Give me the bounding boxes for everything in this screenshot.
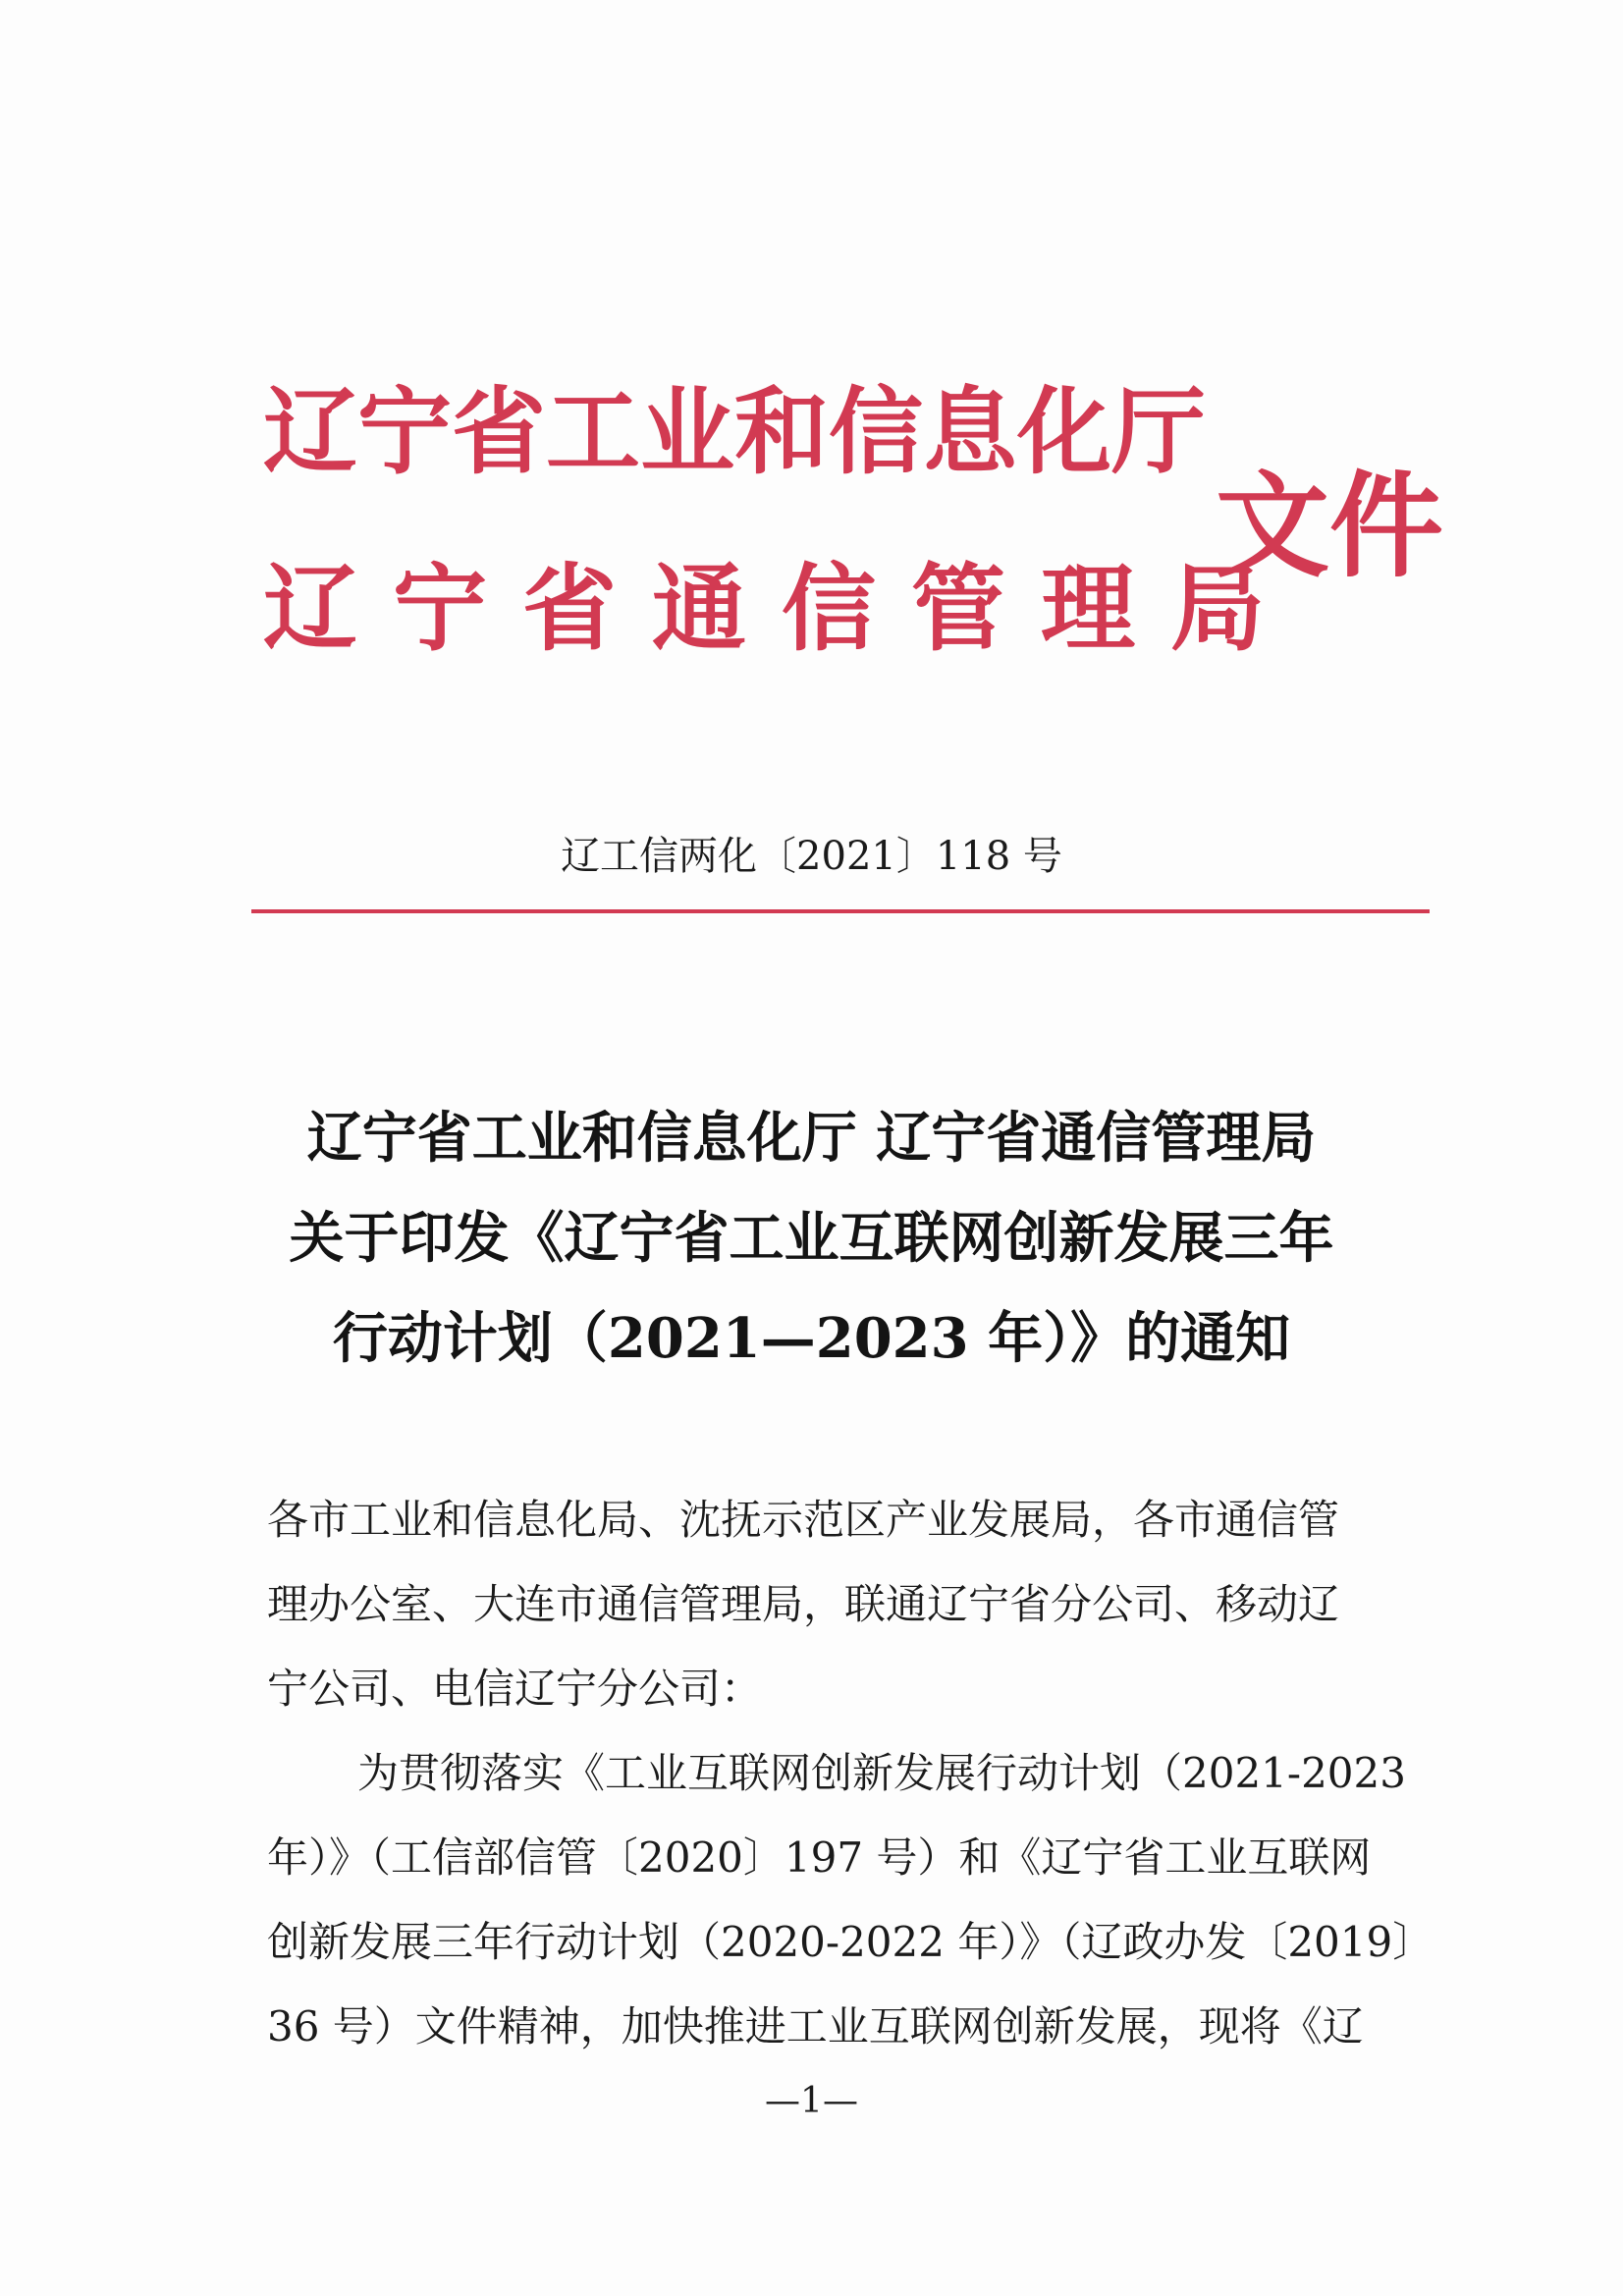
page-number: —1— xyxy=(765,2081,858,2121)
recipients-line-2: 理办公室、大连市通信管理局，联通辽宁省分公司、移动辽 xyxy=(267,1580,1340,1628)
title-line-1: 辽宁省工业和信息化厅 辽宁省通信管理局 xyxy=(306,1106,1317,1171)
recipients-line-3: 宁公司、电信辽宁分公司： xyxy=(267,1665,763,1713)
title-line-2: 关于印发《辽宁省工业互联网创新发展三年 xyxy=(289,1206,1334,1271)
document-number: 辽工信两化〔2021〕118 号 xyxy=(561,834,1062,879)
title-line-3: 行动计划（2021—2023 年）》的通知 xyxy=(332,1306,1291,1371)
document-type-label: 文件 xyxy=(1216,460,1443,593)
issuer-name-2: 辽宁省通信管理局 xyxy=(263,553,1300,664)
body-line-4: 36 号）文件精神，加快推进工业互联网创新发展，现将《辽 xyxy=(267,2002,1364,2050)
document-body xyxy=(267,1478,1434,2069)
body-line-3: 创新发展三年行动计划（2020-2022 年）》（辽政办发〔2019〕 xyxy=(267,1918,1434,1966)
recipients-line-1: 各市工业和信息化局、沈抚示范区产业发展局，各市通信管 xyxy=(267,1496,1340,1544)
issuer-name-1: 辽宁省工业和信息化厅 xyxy=(263,376,1206,487)
body-line-1: 为贯彻落实《工业互联网创新发展行动计划（2021-2023 xyxy=(357,1749,1406,1797)
body-line-2: 年）》（工信部信管〔2020〕197 号）和《辽宁省工业互联网 xyxy=(267,1833,1372,1882)
recipients-paragraph xyxy=(267,1478,1396,1731)
body-paragraph xyxy=(267,1731,1434,2069)
red-divider xyxy=(251,909,1430,913)
document-title xyxy=(0,1088,1623,1389)
